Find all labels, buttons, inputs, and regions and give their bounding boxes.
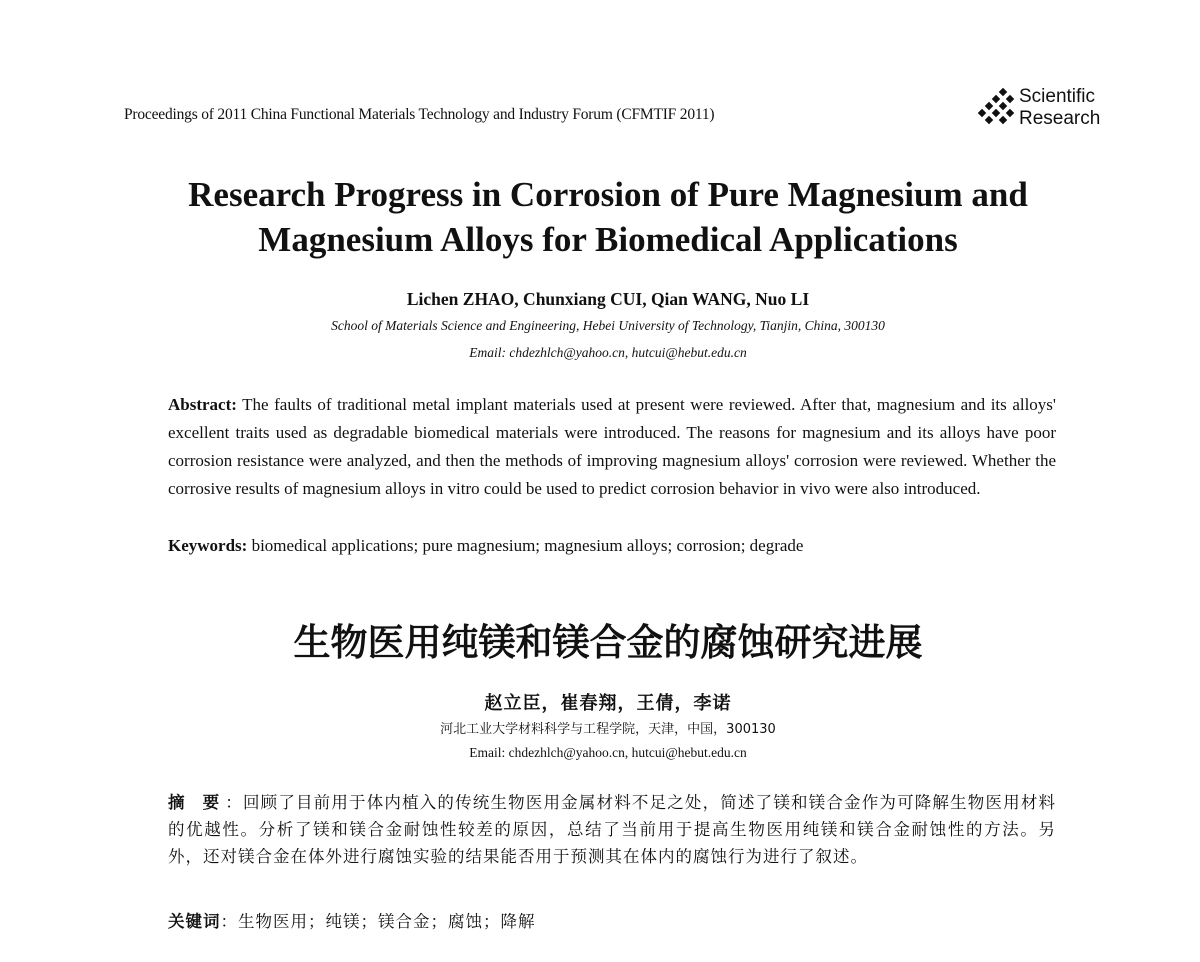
chinese-affiliation: 河北工业大学材料科学与工程学院，天津，中国，300130 <box>440 722 776 737</box>
chinese-authors: 赵立臣，崔春翔，王倩，李诺 <box>484 693 732 714</box>
chinese-abstract-text: ：回顾了目前用于体内植入的传统生物医用金属材料不足之处，简述了镁和镁合金作为可降解生物医用材料的优越性。分析了镁和镁合金耐蚀性较差的原因，总结了当前用于提高生物医用纯镁和镁合金耐蚀性的方法。另外，还对镁合金在体外进行腐蚀实验的结果能否用于预测其在体内的腐蚀行为进行了叙述。 <box>168 793 1056 866</box>
chinese-email: Email: chdezhlch@yahoo.cn, hutcui@hebut.edu.cn <box>469 745 747 760</box>
english-email: Email: chdezhlch@yahoo.cn, hutcui@hebut.edu.cn <box>469 345 747 360</box>
english-keywords-text: biomedical applications; pure magnesium; magnesium alloys; corrosion; degrade <box>247 536 804 555</box>
chinese-title: 生物医用纯镁和镁合金的腐蚀研究进展 <box>293 621 923 664</box>
english-abstract-text: The faults of traditional metal implant materials used at present were reviewed. After that, magnesium and its alloys' excellent traits used as degradable biomedical materials were introduced. The reasons for magnesium and its alloys have poor corrosion resistance were analyzed, and then the methods of improving magnesium alloys' corrosion were reviewed. Whether the corrosive results of magnesium alloys in vitro could be used to predict corrosion behavior in vivo were also introduced. <box>168 395 1056 498</box>
proceedings-header: Proceedings of 2011 China Functional Materials Technology and Industry Forum (CFMTIF 2011) <box>124 106 715 123</box>
logo-text <box>1019 86 1100 130</box>
logo-line-research: Research <box>1019 108 1101 129</box>
logo-line-scientific: Scientific <box>1019 86 1096 107</box>
chinese-keywords <box>168 908 1056 932</box>
english-title <box>0 172 1200 262</box>
diamond-cluster-icon <box>978 88 1018 126</box>
english-title-line-1: Research Progress in Corrosion of Pure Magnesium and <box>188 175 1028 214</box>
chinese-abstract <box>168 789 1056 870</box>
chinese-keywords-text: ：生物医用；纯镁；镁合金；腐蚀；降解 <box>220 912 536 931</box>
english-abstract <box>168 391 1056 503</box>
english-keywords-label: Keywords: <box>168 536 248 555</box>
chinese-abstract-label: 摘 要 <box>168 793 226 812</box>
english-authors: Lichen ZHAO, Chunxiang CUI, Qian WANG, Nuo LI <box>406 289 810 309</box>
english-affiliation: School of Materials Science and Engineering, Hebei University of Technology, Tianjin, China, 300130 <box>331 318 885 333</box>
english-keywords <box>168 536 1056 556</box>
english-abstract-label: Abstract: <box>168 395 237 414</box>
chinese-keywords-label: 关键词 <box>168 912 221 931</box>
scientific-research-logo <box>978 86 1103 130</box>
english-title-line-2: Magnesium Alloys for Biomedical Applications <box>258 220 958 259</box>
